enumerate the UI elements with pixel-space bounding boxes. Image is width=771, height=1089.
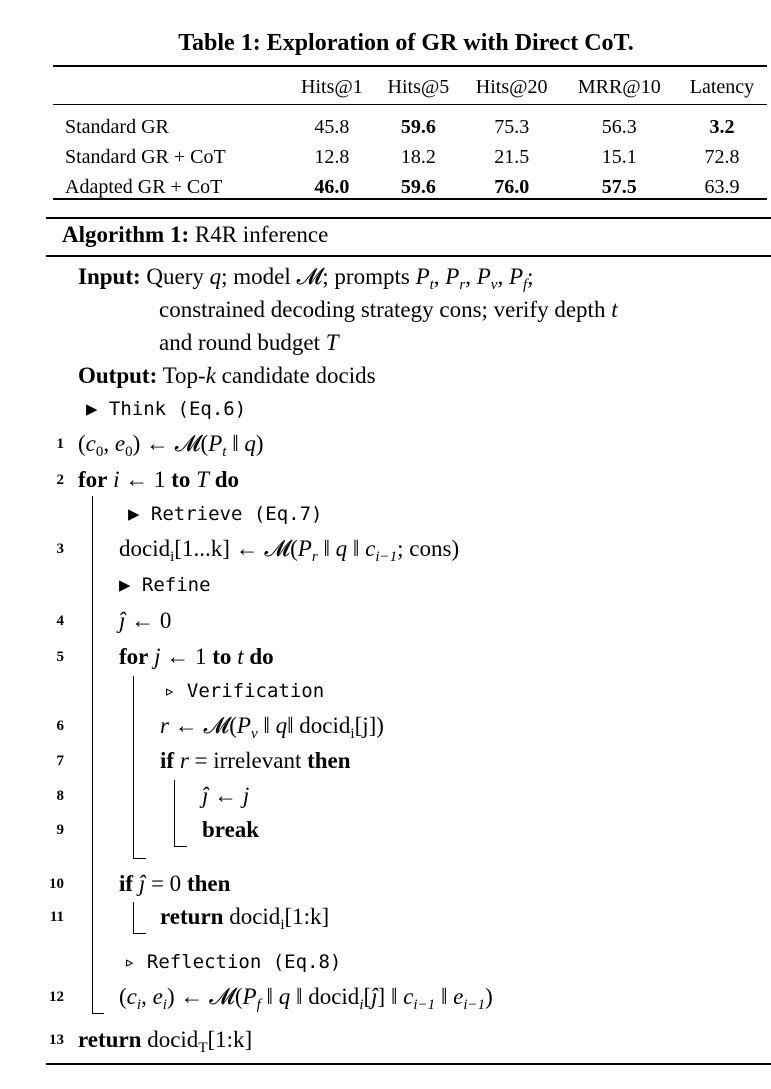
- line-number: 10: [49, 876, 64, 892]
- algorithm-line: [78, 465, 239, 495]
- table-cell: 21.5: [494, 145, 530, 168]
- table-cell: 72.8: [704, 145, 740, 168]
- text-segment: ,: [465, 264, 477, 289]
- line-number: 11: [49, 909, 64, 925]
- text-segment: ): [255, 431, 264, 456]
- text-segment: ← 1: [160, 644, 213, 669]
- text-segment: [1...k] ← 𝓜(: [174, 536, 298, 561]
- algorithm-line: [160, 711, 384, 749]
- subscript: i: [350, 726, 355, 742]
- text-segment: ,: [141, 984, 153, 1009]
- algorithm-line: [78, 361, 376, 391]
- keyword: return: [78, 1027, 142, 1052]
- algorithm-line: [202, 781, 249, 811]
- text-segment: k: [205, 363, 216, 388]
- comment-text: ▹ Reflection (Eq.8): [124, 951, 342, 973]
- text-segment: ‖: [260, 984, 279, 1009]
- text-segment: ;: [527, 264, 534, 289]
- text-segment: q: [278, 984, 291, 1009]
- line-number: 7: [56, 753, 64, 769]
- line-number: 13: [49, 1032, 64, 1048]
- algorithm-line: [119, 642, 274, 672]
- table-cell: 56.3: [601, 115, 637, 138]
- text-segment: c: [85, 431, 96, 456]
- table-row: [53, 112, 767, 142]
- table-cell: 46.0: [314, 175, 350, 198]
- algorithm-line: [159, 328, 339, 358]
- text-segment: [1:k]: [207, 1027, 253, 1052]
- line-number: 8: [56, 788, 64, 804]
- if-block-bar: [174, 780, 187, 847]
- subscript: i−1: [375, 549, 398, 565]
- text-segment: e: [453, 984, 464, 1009]
- table-cell: 59.6: [400, 175, 436, 198]
- subscript: i: [170, 549, 175, 565]
- subscript: T: [198, 1040, 208, 1056]
- algorithm-top-rule: [46, 217, 771, 219]
- table-cell: 63.9: [704, 175, 740, 198]
- text-segment: ): [485, 984, 493, 1009]
- text-segment: P: [415, 264, 430, 289]
- text-segment: ,: [103, 431, 115, 456]
- text-segment: ,: [433, 264, 446, 289]
- table-cell: 3.2: [709, 115, 735, 138]
- algorithm-line: [119, 982, 493, 1020]
- table-header-row: [53, 70, 767, 104]
- text-segment: Top-: [157, 363, 206, 388]
- text-segment: ‖: [435, 984, 454, 1009]
- text-segment: (: [119, 984, 127, 1009]
- keyword: if: [119, 871, 134, 896]
- text-segment: P: [508, 264, 523, 289]
- text-segment: r: [160, 713, 169, 738]
- algorithm-comment: [119, 569, 211, 600]
- algorithm-comment: [128, 498, 322, 529]
- text-segment: i: [113, 467, 120, 492]
- line-number: 6: [56, 718, 64, 734]
- text-segment: P: [476, 264, 491, 289]
- subscript: i: [136, 997, 142, 1013]
- header-cell: Latency: [689, 75, 755, 98]
- for-loop-block-bar: [92, 496, 104, 1014]
- text-segment: P: [208, 431, 223, 456]
- keyword: break: [202, 817, 260, 842]
- subscript: i: [162, 997, 167, 1013]
- line-number: 4: [56, 613, 64, 629]
- table-cell: 59.6: [400, 115, 436, 138]
- keyword: then: [307, 748, 351, 773]
- text-segment: ← 1: [119, 467, 172, 492]
- comment-text: ▶ Retrieve (Eq.7): [128, 503, 323, 525]
- header-cell: Hits@1: [301, 75, 363, 98]
- keyword: for: [78, 467, 108, 492]
- text-segment: ←: [208, 783, 243, 808]
- text-segment: P: [297, 536, 312, 561]
- text-segment: t: [611, 297, 618, 322]
- text-segment: P: [445, 264, 460, 289]
- line-number: 3: [56, 541, 64, 557]
- table-cell: 76.0: [494, 175, 530, 198]
- subscript: 0: [95, 444, 104, 460]
- text-segment: ← 𝓜(: [168, 713, 237, 738]
- text-segment: ‖ docid: [287, 713, 351, 738]
- text-segment: ‖: [257, 713, 276, 738]
- text-segment: j: [242, 783, 250, 808]
- algorithm-line: [202, 815, 259, 845]
- table-cell: 45.8: [314, 115, 350, 138]
- text-segment: [: [363, 984, 372, 1009]
- header-cell: Hits@5: [387, 75, 450, 98]
- table-top-rule: [53, 65, 767, 67]
- algorithm-comment: [124, 946, 341, 977]
- comment-text: ▶ Think (Eq.6): [86, 398, 247, 420]
- subscript: v: [250, 726, 258, 742]
- subscript: t: [222, 444, 227, 460]
- text-segment: P: [236, 713, 251, 738]
- algorithm-title: [62, 222, 328, 248]
- text-segment: constrained decoding strategy cons; verify depth: [159, 297, 612, 322]
- subscript: f: [256, 997, 261, 1013]
- table-cell: 18.2: [400, 145, 436, 168]
- algorithm-comment: [86, 393, 246, 424]
- text-segment: ) ← 𝓜(: [166, 984, 243, 1009]
- keyword: Output:: [78, 363, 158, 388]
- text-segment: c: [365, 536, 376, 561]
- text-segment: ‖ docid: [290, 984, 360, 1009]
- row-label: Standard GR: [65, 115, 169, 138]
- text-segment: q: [275, 713, 288, 738]
- table-cell: 12.8: [314, 145, 350, 168]
- text-segment: ‖: [317, 536, 336, 561]
- keyword: for: [119, 644, 149, 669]
- table-caption: Table 1: Exploration of GR with Direct CoT.: [178, 30, 634, 56]
- text-segment: ] ‖: [377, 984, 404, 1009]
- algorithm-title-rule: [46, 255, 771, 257]
- subscript: 0: [125, 444, 133, 460]
- if-return-block-bar: [133, 902, 146, 934]
- keyword: to: [171, 467, 191, 492]
- text-segment: ĵ: [371, 984, 378, 1009]
- keyword: then: [186, 871, 231, 896]
- text-segment: ,: [497, 264, 509, 289]
- algorithm-bottom-rule: [46, 1063, 771, 1065]
- keyword: if: [160, 748, 175, 773]
- keyword: do: [249, 644, 274, 669]
- text-segment: ‖: [226, 431, 245, 456]
- algorithm-line: [159, 295, 618, 325]
- text-segment: T: [196, 467, 209, 492]
- line-number: 12: [49, 989, 64, 1005]
- text-segment: q: [209, 264, 222, 289]
- text-segment: e: [114, 431, 126, 456]
- keyword: return: [160, 904, 224, 929]
- algorithm-line: [119, 534, 459, 572]
- inner-for-block-bar: [133, 676, 146, 859]
- text-segment: P: [242, 984, 257, 1009]
- text-segment: ; cons): [397, 536, 460, 561]
- text-segment: ĵ: [138, 871, 146, 896]
- row-label: Adapted GR + CoT: [65, 175, 223, 198]
- line-number: 9: [56, 822, 64, 838]
- text-segment: t: [237, 644, 244, 669]
- comment-text: ▹ Verification: [164, 680, 325, 702]
- table-cell: 15.1: [601, 145, 637, 168]
- text-segment: c: [403, 984, 414, 1009]
- comment-text: ▶ Refine: [119, 574, 211, 596]
- text-segment: ← 0: [125, 608, 172, 633]
- header-cell: MRR@10: [577, 75, 661, 98]
- text-segment: Query: [140, 264, 210, 289]
- text-segment: [1:k]: [284, 904, 330, 929]
- table-row: [53, 142, 767, 172]
- header-cell: [53, 70, 289, 104]
- text-segment: ‖: [347, 536, 366, 561]
- text-segment: j: [154, 644, 161, 669]
- header-cell: Hits@20: [475, 75, 548, 98]
- algorithm-line: [160, 902, 329, 940]
- text-segment: docid: [141, 1027, 199, 1052]
- subscript: i: [280, 917, 285, 933]
- subscript: r: [459, 277, 466, 293]
- results-table: [53, 70, 767, 202]
- algorithm-comment: [164, 675, 324, 706]
- keyword: Input:: [78, 264, 141, 289]
- text-segment: q: [335, 536, 348, 561]
- subscript: i−1: [463, 997, 486, 1013]
- row-label: Standard GR + CoT: [65, 145, 226, 168]
- text-segment: r: [179, 748, 189, 773]
- line-number: 2: [56, 472, 64, 488]
- text-segment: ĵ: [119, 608, 126, 633]
- table-cell: 75.3: [494, 115, 530, 138]
- subscript: i: [359, 997, 364, 1013]
- keyword: to: [212, 644, 232, 669]
- algorithm-line: [119, 869, 230, 899]
- text-segment: ĵ: [202, 783, 209, 808]
- line-number: 1: [56, 436, 64, 452]
- text-segment: and round budget: [159, 330, 326, 355]
- text-segment: [j]): [354, 713, 384, 738]
- algorithm-name: R4R inference: [189, 222, 329, 247]
- algorithm-line: [78, 429, 264, 467]
- text-segment: candidate docids: [215, 363, 376, 388]
- text-segment: T: [325, 330, 339, 355]
- text-segment: q: [244, 431, 256, 456]
- table-cell: 57.5: [601, 175, 637, 198]
- text-segment: c: [126, 984, 137, 1009]
- keyword: do: [214, 467, 240, 492]
- algorithm-label: Algorithm 1:: [62, 222, 190, 247]
- text-segment: (: [78, 431, 86, 456]
- algorithm-line: [160, 746, 351, 776]
- text-segment: = irrelevant: [188, 748, 308, 773]
- text-segment: docid: [119, 536, 171, 561]
- text-segment: ; model 𝓜; prompts: [221, 264, 416, 289]
- line-number: 5: [56, 649, 64, 665]
- algorithm-line: [78, 1025, 252, 1063]
- text-segment: = 0: [145, 871, 187, 896]
- subscript: t: [429, 277, 434, 293]
- text-segment: docid: [223, 904, 281, 929]
- table-bottom-rule: [53, 198, 767, 200]
- table-mid-rule: [53, 104, 767, 105]
- text-segment: e: [152, 984, 163, 1009]
- text-segment: ) ← 𝓜(: [132, 431, 209, 456]
- subscript: f: [523, 277, 528, 293]
- subscript: r: [311, 549, 318, 565]
- algorithm-line: [119, 606, 171, 636]
- subscript: i−1: [413, 997, 436, 1013]
- subscript: v: [490, 277, 498, 293]
